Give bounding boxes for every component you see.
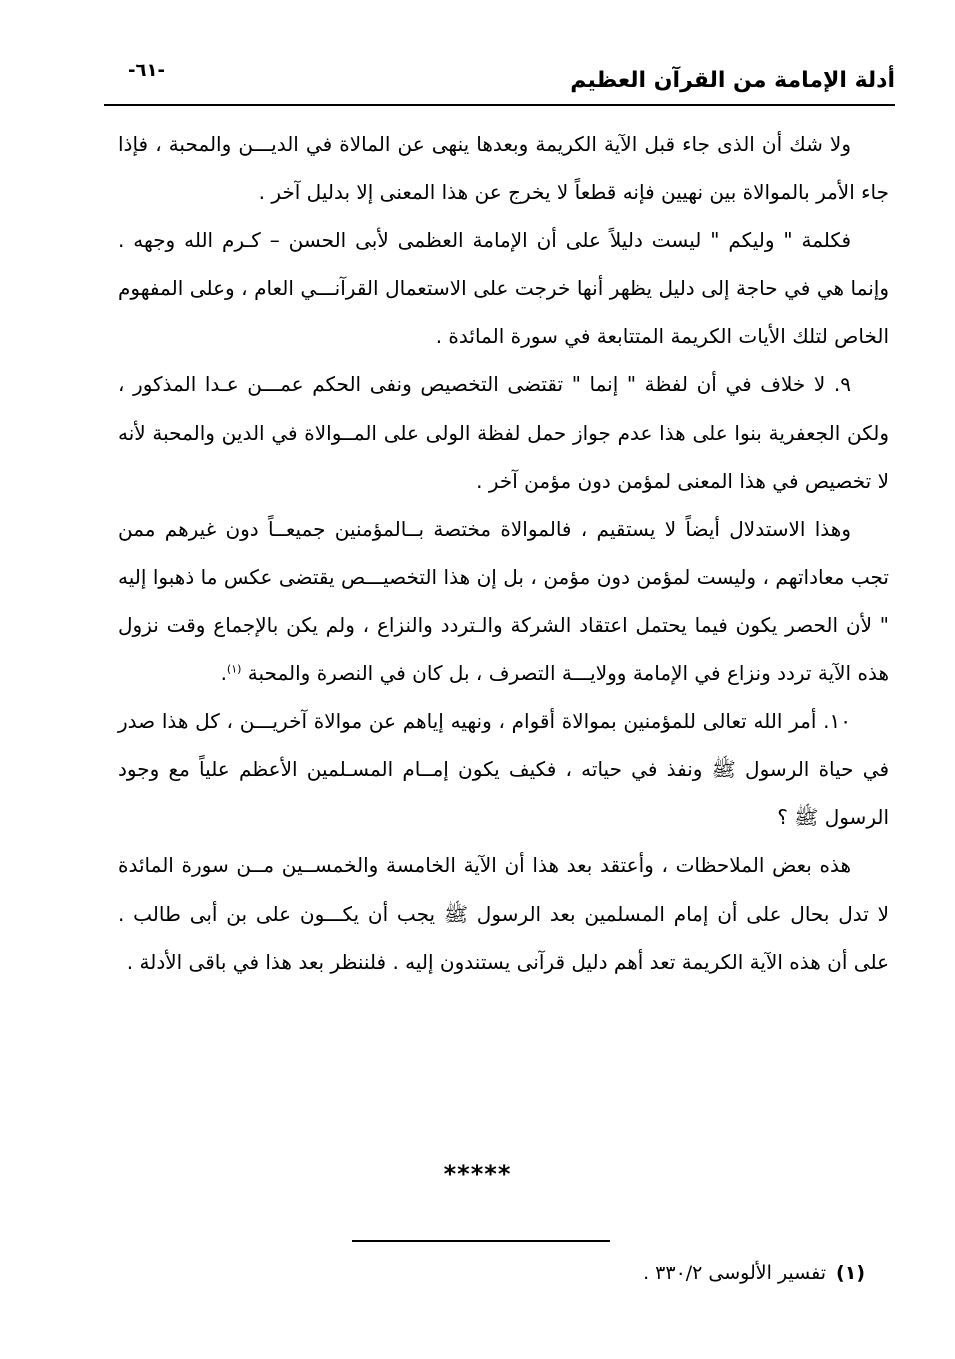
footnote xyxy=(643,1262,865,1284)
running-title: أدلة الإمامة من القرآن العظيم xyxy=(570,68,895,93)
footnote-reference[interactable]: (١) xyxy=(226,662,242,676)
footnote-divider xyxy=(352,1240,610,1242)
paragraph-4 xyxy=(118,505,889,697)
main-text xyxy=(118,120,889,986)
section-separator: ***** xyxy=(443,1160,512,1188)
paragraph-3: ٩. لا خلاف في أن لفظة " إنما " تقتضى التخصيص ونفى الحكم عمـــن عـدا المذكور ، ولكن الجعفرية بنوا على هذا عدم جواز حمل لفظة الولى على المــوالاة في الدين والمحبة لأنه لا تخصيص في هذا المعنى لمؤمن دون مؤمن آخر . xyxy=(118,372,889,493)
paragraph-2: فكلمة " وليكم " ليست دليلاً على أن الإمامة العظمى لأبى الحسن – كـرم الله وجهه . وإنما هي في حاجة إلى دليل يظهر أنها خرجت على الاستعمال القرآنـــي العام ، وعلى المفهوم الخاص لتلك الأيات الكريمة المتتابعة في سورة المائدة . xyxy=(118,228,889,349)
footnote-text: تفسير الألوسى ٣٣٠/٢ . xyxy=(643,1262,827,1284)
page-number: -٦١- xyxy=(128,60,165,81)
paragraph-1: ولا شك أن الذى جاء قبل الآية الكريمة وبعدها ينهى عن المالاة في الديـــن والمحبة ، فإذا جاء الأمر بالموالاة بين نهيين فإنه قطعاً لا يخرج عن هذا المعنى إلا بدليل آخر . xyxy=(118,132,889,205)
header-divider xyxy=(104,104,895,106)
paragraph-4-end: . xyxy=(220,661,227,686)
footnote-number: (١) xyxy=(836,1262,865,1284)
page-header xyxy=(104,60,895,102)
paragraph-6: هذه بعض الملاحظات ، وأعتقد بعد هذا أن الآية الخامسة والخمســين مــن سورة المائدة لا تدل بحال على أن إمام المسلمين بعد الرسول ﷺ يجب أن يكـــون على بن أبى طالب . على أن هذه الآية الكريمة تعد أهم دليل قرآنى يستندون إليه . فلننظر بعد هذا في باقى الأدلة . xyxy=(118,853,889,974)
paragraph-4-text: وهذا الاستدلال أيضاً لا يستقيم ، فالموالاة مختصة بــالمؤمنين جميعــاً دون غيرهم ممن تجب معاداتهم ، وليست لمؤمن دون مؤمن ، بل إن هذا التخصيـــص يقتضى عكس ما ذهبوا إليه " لأن الحصر يكون فيما يحتمل اعتقاد الشركة والـتردد والنزاع ، ولم يكن بالإجماع وقت نزول هذه الآية تردد ونزاع في الإمامة وولايـــة التصرف ، بل كان في النصرة والمحبة xyxy=(118,516,889,686)
paragraph-5: ١٠. أمر الله تعالى للمؤمنين بموالاة أقوام ، ونهيه إياهم عن موالاة آخريـــن ، كل هذا صدر في حياة الرسول ﷺ ونفذ في حياته ، فكيف يكون إمــام المسـلمين الأعظم علياً مع وجود الرسول ﷺ ؟ xyxy=(118,709,889,830)
